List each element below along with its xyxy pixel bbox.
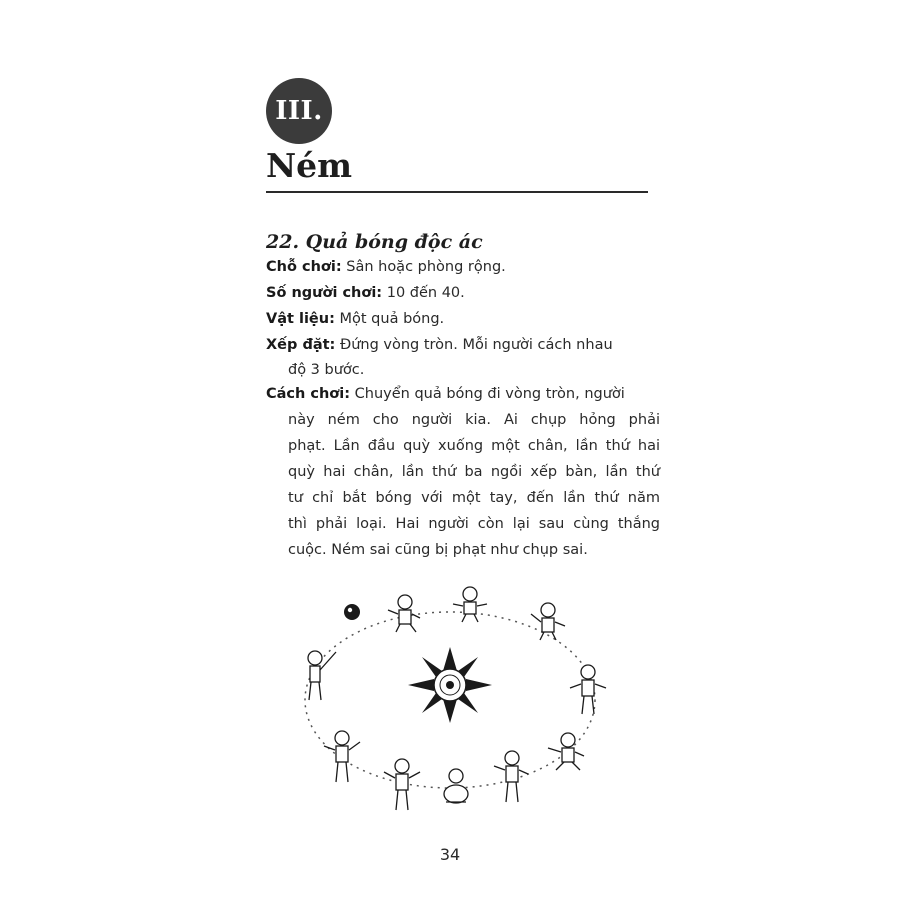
place-label: Chỗ chơi:: [266, 259, 342, 275]
child-figure-icon: [324, 731, 360, 782]
ball-icon: [344, 604, 360, 620]
players-line: [266, 285, 465, 301]
chapter-number-badge: [266, 78, 332, 144]
child-figure-icon: [531, 603, 565, 640]
players-value: 10 đến 40.: [386, 285, 465, 301]
materials-label: Vật liệu:: [266, 311, 335, 327]
center-sun-icon: [408, 647, 492, 723]
place-value: Sân hoặc phòng rộng.: [346, 259, 506, 275]
child-figure-icon: [570, 665, 606, 714]
players-label: Số người chơi:: [266, 285, 383, 301]
game-title: 22. Quả bóng độc ác: [266, 231, 483, 253]
child-figure-icon: [388, 595, 420, 632]
howto-line-7: cuộc. Ném sai cũng bị phạt như chụp sai.: [288, 542, 588, 558]
chapter-title: Ném: [266, 146, 353, 185]
child-figure-icon: [384, 759, 420, 810]
setup-label: Xếp đặt:: [266, 337, 336, 353]
child-figure-icon: [444, 769, 468, 803]
howto-line-3: phạt. Lần đầu quỳ xuống một chân, lần thứ hai: [288, 438, 660, 454]
child-figure-icon: [494, 751, 528, 802]
materials-value: Một quả bóng.: [339, 311, 445, 327]
title-divider: [266, 191, 648, 193]
howto-line-6: thì phải loại. Hai người còn lại sau cùng thắng: [288, 516, 660, 532]
chapter-number: III.: [275, 96, 323, 126]
materials-line: [266, 311, 444, 327]
setup-line-2: độ 3 bước.: [288, 362, 365, 378]
page-number: 34: [439, 845, 461, 864]
circle-game-illustration: [290, 580, 620, 820]
setup-line-1: [266, 337, 613, 353]
howto-label: Cách chơi:: [266, 386, 351, 402]
howto-line-4: quỳ hai chân, lần thứ ba ngồi xếp bàn, lần thứ: [288, 464, 660, 480]
setup-text-1: Đứng vòng tròn. Mỗi người cách nhau: [339, 337, 613, 353]
child-figure-icon: [548, 733, 584, 770]
howto-line-2: này ném cho người kia. Ai chụp hỏng phải: [288, 412, 660, 428]
child-figure-icon: [453, 587, 487, 622]
place-line: [266, 259, 506, 275]
howto-line-5: tư chỉ bắt bóng với một tay, đến lần thứ năm: [288, 490, 660, 506]
howto-line-1: [266, 386, 625, 402]
child-figure-icon: [308, 651, 336, 700]
howto-text-1: Chuyển quả bóng đi vòng tròn, người: [354, 386, 625, 402]
